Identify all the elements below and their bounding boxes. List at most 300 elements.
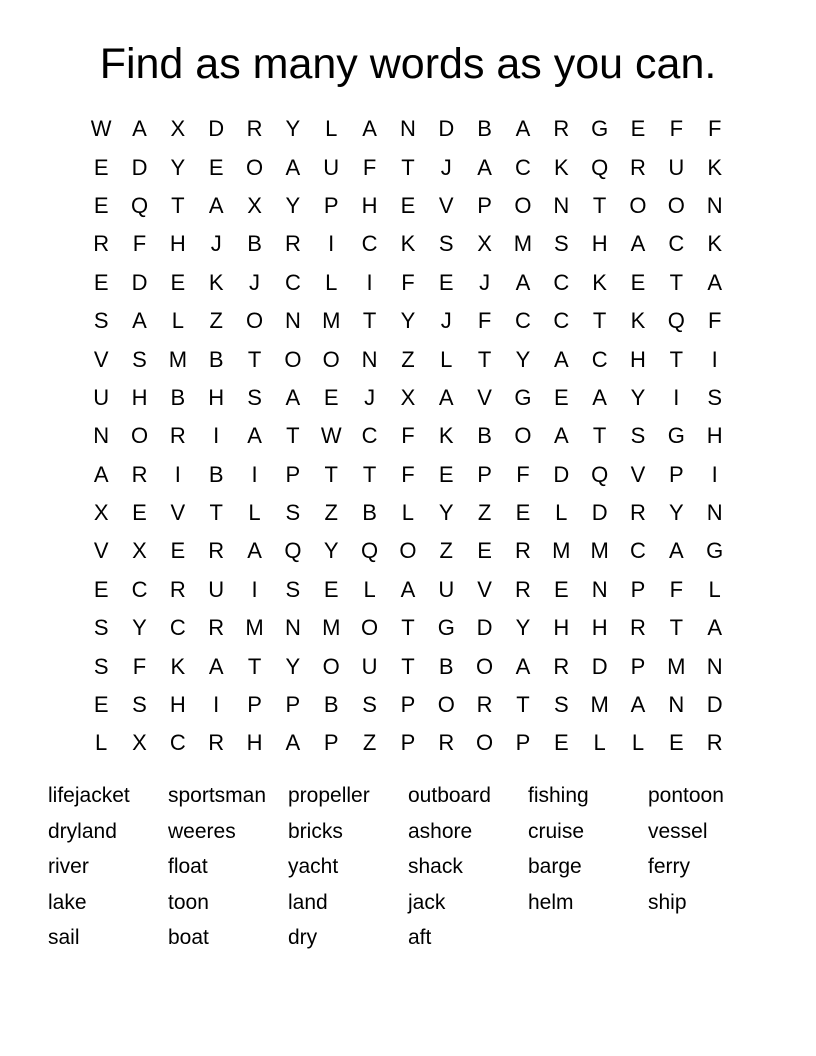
grid-letter[interactable]: D xyxy=(131,154,148,180)
grid-letter[interactable]: D xyxy=(591,500,608,526)
grid-letter[interactable]: Y xyxy=(630,384,646,410)
word-list-item: float xyxy=(168,855,208,879)
grid-letter[interactable]: E xyxy=(323,384,339,410)
grid-letter[interactable]: X xyxy=(247,192,262,218)
grid-letter[interactable]: A xyxy=(707,269,723,295)
grid-letter[interactable]: N xyxy=(668,692,685,718)
grid-letter[interactable]: O xyxy=(322,653,340,679)
grid-letter[interactable]: M xyxy=(513,231,533,257)
grid-letter[interactable]: M xyxy=(168,346,188,372)
grid-letter[interactable]: B xyxy=(477,423,492,449)
grid-letter[interactable]: O xyxy=(476,730,494,756)
grid-letter[interactable]: R xyxy=(630,615,646,641)
grid-letter[interactable]: A xyxy=(630,692,646,718)
grid-letter[interactable]: I xyxy=(251,576,258,602)
grid-letter[interactable]: H xyxy=(131,384,148,410)
grid-letter[interactable]: P xyxy=(323,192,339,218)
grid-letter[interactable]: F xyxy=(401,423,415,449)
grid-letter[interactable]: T xyxy=(362,308,377,334)
grid-letter[interactable]: U xyxy=(208,576,225,602)
grid-letter[interactable]: S xyxy=(93,653,109,679)
grid-letter[interactable]: K xyxy=(707,231,723,257)
grid-letter[interactable]: O xyxy=(514,423,532,449)
grid-letter[interactable]: R xyxy=(553,653,570,679)
grid-letter[interactable]: M xyxy=(322,308,341,334)
grid-letter[interactable]: A xyxy=(208,653,224,679)
grid-letter[interactable]: R xyxy=(208,615,225,641)
grid-letter[interactable]: O xyxy=(245,154,264,180)
grid-letter[interactable]: R xyxy=(93,231,110,257)
grid-letter[interactable]: P xyxy=(285,692,301,718)
grid-letter[interactable]: C xyxy=(361,231,378,257)
grid-letter[interactable]: C xyxy=(591,346,608,372)
grid-letter[interactable]: F xyxy=(401,461,415,487)
grid-letter[interactable]: P xyxy=(668,461,684,487)
grid-letter[interactable]: D xyxy=(591,653,608,679)
grid-letter[interactable]: Y xyxy=(515,615,531,641)
grid-letter[interactable]: Q xyxy=(284,538,302,564)
grid-letter[interactable]: P xyxy=(247,692,262,718)
grid-letter[interactable]: Y xyxy=(438,500,454,526)
grid-letter[interactable]: B xyxy=(362,500,377,526)
grid-letter[interactable]: A xyxy=(247,423,262,449)
grid-letter[interactable]: H xyxy=(169,692,186,718)
grid-letter[interactable]: A xyxy=(515,653,531,679)
grid-letter[interactable]: T xyxy=(247,346,262,372)
grid-letter[interactable]: L xyxy=(593,730,606,756)
grid-letter[interactable]: H xyxy=(591,231,608,257)
grid-letter[interactable]: O xyxy=(130,423,149,449)
grid-letter[interactable]: U xyxy=(323,154,340,180)
grid-letter[interactable]: S xyxy=(362,692,377,718)
grid-letter[interactable]: U xyxy=(93,384,110,410)
grid-letter[interactable]: K xyxy=(170,653,186,679)
grid-letter[interactable]: T xyxy=(401,154,415,180)
grid-letter[interactable]: V xyxy=(438,192,454,218)
grid-letter[interactable]: Q xyxy=(130,192,149,218)
grid-letter[interactable]: I xyxy=(251,461,258,487)
grid-letter[interactable]: C xyxy=(515,308,531,334)
grid-letter[interactable]: L xyxy=(95,730,108,756)
grid-letter[interactable]: E xyxy=(553,384,569,410)
grid-letter[interactable]: E xyxy=(630,269,646,295)
grid-letter[interactable]: L xyxy=(555,500,568,526)
grid-letter[interactable]: O xyxy=(667,192,685,218)
grid-letter[interactable]: W xyxy=(90,116,112,142)
grid-letter[interactable]: T xyxy=(592,192,607,218)
word-list-item: propeller xyxy=(288,784,370,807)
grid-letter[interactable]: B xyxy=(477,116,492,142)
grid-letter[interactable]: S xyxy=(707,384,723,410)
grid-letter[interactable]: A xyxy=(285,384,301,410)
grid-letter[interactable]: H xyxy=(208,384,225,410)
grid-letter[interactable]: Y xyxy=(515,346,531,372)
grid-letter[interactable]: D xyxy=(476,615,493,641)
grid-letter[interactable]: M xyxy=(590,692,609,718)
grid-letter[interactable]: E xyxy=(170,538,186,564)
grid-letter[interactable]: M xyxy=(245,615,264,641)
grid-letter[interactable]: G xyxy=(706,538,724,564)
grid-letter[interactable]: M xyxy=(667,653,686,679)
grid-letter[interactable]: E xyxy=(93,576,109,602)
grid-letter[interactable]: Z xyxy=(477,500,492,526)
grid-letter[interactable]: P xyxy=(630,576,646,602)
grid-letter[interactable]: N xyxy=(706,500,723,526)
grid-letter[interactable]: T xyxy=(516,692,530,718)
grid-letter[interactable]: A xyxy=(668,538,684,564)
grid-letter[interactable]: H xyxy=(706,423,723,449)
grid-letter[interactable]: E xyxy=(553,730,569,756)
grid-letter[interactable]: Y xyxy=(285,192,301,218)
grid-letter[interactable]: S xyxy=(93,308,109,334)
grid-letter[interactable]: E xyxy=(170,269,186,295)
grid-letter[interactable]: R xyxy=(630,500,646,526)
word-list-item: outboard xyxy=(408,784,491,807)
grid-letter[interactable]: C xyxy=(630,538,646,564)
grid-letter[interactable]: T xyxy=(669,615,684,641)
grid-letter[interactable]: E xyxy=(208,154,224,180)
grid-letter[interactable]: P xyxy=(400,730,416,756)
grid-letter[interactable]: O xyxy=(322,346,340,372)
grid-letter[interactable]: H xyxy=(591,615,608,641)
grid-letter[interactable]: Z xyxy=(439,538,453,564)
grid-letter[interactable]: R xyxy=(515,538,531,564)
grid-letter[interactable]: C xyxy=(668,231,685,257)
grid-letter[interactable]: V xyxy=(93,538,109,564)
grid-letter[interactable]: E xyxy=(132,500,147,526)
grid-letter[interactable]: T xyxy=(286,423,300,449)
grid-letter[interactable]: J xyxy=(210,231,222,257)
grid-letter[interactable]: I xyxy=(174,461,181,487)
grid-letter[interactable]: O xyxy=(284,346,302,372)
grid-letter[interactable]: K xyxy=(208,269,224,295)
grid-letter[interactable]: E xyxy=(93,692,109,718)
word-list-item: sail xyxy=(48,926,80,950)
grid-letter[interactable]: R xyxy=(208,538,225,564)
grid-letter[interactable]: L xyxy=(401,500,415,526)
grid-letter[interactable]: S xyxy=(285,500,301,526)
grid-letter[interactable]: T xyxy=(401,653,415,679)
grid-letter[interactable]: X xyxy=(132,730,147,756)
grid-letter[interactable]: A xyxy=(477,154,492,180)
grid-letter[interactable]: A xyxy=(438,384,454,410)
grid-letter[interactable]: E xyxy=(93,269,109,295)
grid-letter[interactable]: A xyxy=(285,154,301,180)
grid-letter[interactable]: X xyxy=(170,116,186,142)
grid-letter[interactable]: V xyxy=(477,576,492,602)
grid-letter[interactable]: R xyxy=(706,730,723,756)
grid-letter[interactable]: R xyxy=(246,116,263,142)
grid-letter[interactable]: N xyxy=(284,615,301,641)
grid-letter[interactable]: A xyxy=(515,116,531,142)
grid-letter[interactable]: X xyxy=(477,231,492,257)
grid-letter[interactable]: R xyxy=(438,730,455,756)
word-list-item: land xyxy=(288,890,328,914)
grid-letter[interactable]: H xyxy=(361,192,378,218)
grid-letter[interactable]: E xyxy=(400,192,416,218)
grid-letter[interactable]: N xyxy=(706,192,723,218)
grid-letter[interactable]: P xyxy=(477,461,492,487)
grid-letter[interactable]: U xyxy=(361,653,378,679)
word-list-item: lake xyxy=(48,890,87,914)
grid-letter[interactable]: J xyxy=(440,308,452,334)
grid-letter[interactable]: A xyxy=(132,308,147,334)
grid-letter[interactable]: O xyxy=(514,192,532,218)
grid-letter[interactable]: C xyxy=(361,423,378,449)
grid-letter[interactable]: C xyxy=(131,576,148,602)
grid-letter[interactable]: D xyxy=(208,116,225,142)
grid-letter[interactable]: A xyxy=(553,346,569,372)
grid-letter[interactable]: J xyxy=(440,154,452,180)
grid-letter[interactable]: E xyxy=(630,116,646,142)
grid-letter[interactable]: B xyxy=(208,346,224,372)
grid-letter[interactable]: H xyxy=(553,615,570,641)
grid-letter[interactable]: S xyxy=(438,231,454,257)
grid-letter[interactable]: W xyxy=(320,423,342,449)
grid-letter[interactable]: R xyxy=(169,423,186,449)
grid-letter[interactable]: Z xyxy=(362,730,377,756)
grid-letter[interactable]: Y xyxy=(132,615,147,641)
grid-letter[interactable]: C xyxy=(169,615,186,641)
grid-letter[interactable]: V xyxy=(93,346,109,372)
grid-letter[interactable]: I xyxy=(673,384,680,410)
grid-letter[interactable]: C xyxy=(169,730,186,756)
grid-letter[interactable]: B xyxy=(438,653,454,679)
grid-letter[interactable]: O xyxy=(629,192,647,218)
grid-letter[interactable]: X xyxy=(400,384,416,410)
grid-letter[interactable]: C xyxy=(553,269,570,295)
grid-letter[interactable]: A xyxy=(400,576,416,602)
grid-letter[interactable]: J xyxy=(479,269,491,295)
grid-letter[interactable]: E xyxy=(438,269,454,295)
grid-letter[interactable]: E xyxy=(553,576,569,602)
grid-letter[interactable]: N xyxy=(361,346,378,372)
grid-letter[interactable]: A xyxy=(592,384,607,410)
grid-letter[interactable]: V xyxy=(477,384,492,410)
grid-letter[interactable]: N xyxy=(93,423,110,449)
grid-letter[interactable]: X xyxy=(132,538,147,564)
grid-letter[interactable]: I xyxy=(213,423,220,449)
grid-letter[interactable]: A xyxy=(707,615,723,641)
grid-letter[interactable]: O xyxy=(245,308,264,334)
grid-letter[interactable]: B xyxy=(208,461,224,487)
grid-letter[interactable]: Q xyxy=(361,538,379,564)
grid-letter[interactable]: L xyxy=(171,308,184,334)
grid-letter[interactable]: T xyxy=(669,269,684,295)
grid-letter[interactable]: L xyxy=(363,576,376,602)
grid-letter[interactable]: E xyxy=(477,538,492,564)
grid-letter[interactable]: R xyxy=(476,692,493,718)
grid-letter[interactable]: S xyxy=(93,615,109,641)
grid-letter[interactable]: I xyxy=(711,461,718,487)
grid-letter[interactable]: S xyxy=(553,692,569,718)
grid-letter[interactable]: F xyxy=(401,269,415,295)
grid-letter[interactable]: S xyxy=(247,384,262,410)
grid-letter[interactable]: T xyxy=(209,500,223,526)
grid-letter[interactable]: X xyxy=(93,500,109,526)
grid-letter[interactable]: F xyxy=(669,116,684,142)
grid-letter[interactable]: S xyxy=(132,346,147,372)
grid-letter[interactable]: M xyxy=(552,538,571,564)
grid-letter[interactable]: K xyxy=(438,423,454,449)
grid-letter[interactable]: D xyxy=(706,692,723,718)
grid-letter[interactable]: F xyxy=(516,461,530,487)
grid-letter[interactable]: J xyxy=(249,269,261,295)
grid-letter[interactable]: A xyxy=(132,116,147,142)
grid-letter[interactable]: Q xyxy=(667,308,685,334)
grid-letter[interactable]: Y xyxy=(323,538,339,564)
grid-letter[interactable]: O xyxy=(399,538,417,564)
grid-letter[interactable]: F xyxy=(132,653,147,679)
grid-letter[interactable]: F xyxy=(707,308,722,334)
grid-letter[interactable]: B xyxy=(247,231,262,257)
grid-letter[interactable]: T xyxy=(592,423,607,449)
grid-letter[interactable]: O xyxy=(361,615,379,641)
grid-letter[interactable]: M xyxy=(590,538,609,564)
word-list xyxy=(48,778,768,956)
grid-letter[interactable]: A xyxy=(93,461,109,487)
grid-letter[interactable]: E xyxy=(323,576,339,602)
grid-letter[interactable]: F xyxy=(707,116,722,142)
grid-letter[interactable]: Y xyxy=(170,154,186,180)
grid-letter[interactable]: S xyxy=(630,423,646,449)
grid-letter[interactable]: T xyxy=(362,461,377,487)
grid-letter[interactable]: M xyxy=(322,615,341,641)
word-list-item: vessel xyxy=(648,819,708,843)
grid-letter[interactable]: A xyxy=(630,231,646,257)
grid-letter[interactable]: P xyxy=(285,461,301,487)
grid-letter[interactable]: R xyxy=(208,730,225,756)
grid-letter[interactable]: F xyxy=(362,154,377,180)
grid-letter[interactable]: Y xyxy=(400,308,416,334)
grid-letter[interactable]: E xyxy=(438,461,454,487)
grid-letter[interactable]: C xyxy=(553,308,570,334)
grid-letter[interactable]: E xyxy=(668,730,684,756)
grid-letter[interactable]: V xyxy=(170,500,186,526)
grid-letter[interactable]: Y xyxy=(285,653,301,679)
grid-letter[interactable]: L xyxy=(325,116,338,142)
grid-letter[interactable]: Z xyxy=(209,308,223,334)
grid-letter[interactable]: R xyxy=(553,116,570,142)
grid-letter[interactable]: L xyxy=(440,346,453,372)
grid-letter[interactable]: P xyxy=(515,730,531,756)
grid-letter[interactable]: D xyxy=(131,269,148,295)
grid-letter[interactable]: K xyxy=(707,154,723,180)
grid-letter[interactable]: Z xyxy=(401,346,415,372)
grid-letter[interactable]: N xyxy=(399,116,416,142)
grid-letter[interactable]: Z xyxy=(324,500,338,526)
grid-letter[interactable]: R xyxy=(284,231,301,257)
grid-letter[interactable]: T xyxy=(477,346,492,372)
grid-letter[interactable]: S xyxy=(132,692,147,718)
grid-letter[interactable]: O xyxy=(476,653,494,679)
grid-letter[interactable]: L xyxy=(631,730,645,756)
grid-letter[interactable]: Y xyxy=(285,116,301,142)
grid-letter[interactable]: E xyxy=(515,500,531,526)
grid-letter[interactable]: P xyxy=(630,653,646,679)
grid-letter[interactable]: U xyxy=(438,576,455,602)
grid-letter[interactable]: A xyxy=(285,730,301,756)
grid-letter[interactable]: L xyxy=(708,576,721,602)
grid-letter[interactable]: T xyxy=(324,461,338,487)
grid-letter[interactable]: C xyxy=(515,154,531,180)
grid-letter[interactable]: I xyxy=(366,269,373,295)
grid-letter[interactable]: G xyxy=(591,116,609,142)
grid-letter[interactable]: R xyxy=(169,576,186,602)
grid-letter[interactable]: J xyxy=(364,384,376,410)
grid-letter[interactable]: N xyxy=(284,308,301,334)
grid-letter[interactable]: D xyxy=(438,116,455,142)
grid-letter[interactable]: N xyxy=(591,576,608,602)
grid-letter[interactable]: B xyxy=(170,384,186,410)
grid-letter[interactable]: A xyxy=(553,423,569,449)
grid-letter[interactable]: O xyxy=(437,692,455,718)
grid-letter[interactable]: Q xyxy=(591,154,609,180)
grid-letter[interactable]: A xyxy=(515,269,531,295)
grid-letter[interactable]: N xyxy=(706,653,723,679)
grid-letter[interactable]: G xyxy=(437,615,455,641)
word-list-item: boat xyxy=(168,926,209,950)
grid-letter[interactable]: S xyxy=(285,576,301,602)
grid-letter[interactable]: R xyxy=(630,154,646,180)
grid-letter[interactable]: C xyxy=(284,269,301,295)
grid-letter[interactable]: F xyxy=(669,576,684,602)
grid-letter[interactable]: Y xyxy=(668,500,684,526)
grid-letter[interactable]: F xyxy=(132,231,147,257)
grid-letter[interactable]: K xyxy=(630,308,646,334)
grid-letter[interactable]: K xyxy=(400,231,416,257)
grid-letter[interactable]: L xyxy=(248,500,261,526)
grid-letter[interactable]: B xyxy=(323,692,339,718)
grid-letter[interactable]: P xyxy=(323,730,339,756)
grid-letter[interactable]: T xyxy=(401,615,415,641)
grid-letter[interactable]: U xyxy=(668,154,685,180)
grid-letter[interactable]: V xyxy=(630,461,646,487)
grid-letter[interactable]: R xyxy=(515,576,531,602)
grid-letter[interactable]: N xyxy=(553,192,570,218)
grid-letter[interactable]: H xyxy=(169,231,186,257)
grid-letter[interactable]: K xyxy=(553,154,569,180)
grid-letter[interactable]: T xyxy=(592,308,607,334)
grid-letter[interactable]: A xyxy=(247,538,262,564)
grid-row xyxy=(82,302,734,340)
grid-letter[interactable]: S xyxy=(553,231,569,257)
grid-letter[interactable]: A xyxy=(362,116,377,142)
grid-letter[interactable]: P xyxy=(400,692,416,718)
grid-letter[interactable]: T xyxy=(669,346,684,372)
grid-letter[interactable]: Q xyxy=(591,461,609,487)
grid-letter[interactable]: G xyxy=(514,384,532,410)
grid-letter[interactable]: I xyxy=(328,231,335,257)
grid-letter[interactable]: I xyxy=(213,692,220,718)
grid-letter[interactable]: E xyxy=(93,154,109,180)
grid-letter[interactable]: H xyxy=(630,346,646,372)
grid-row xyxy=(82,148,734,186)
grid-letter[interactable]: A xyxy=(208,192,224,218)
grid-letter[interactable]: T xyxy=(247,653,262,679)
grid-letter[interactable]: G xyxy=(667,423,685,449)
grid-letter[interactable]: E xyxy=(93,192,109,218)
grid-letter[interactable]: T xyxy=(171,192,185,218)
grid-letter[interactable]: K xyxy=(592,269,607,295)
grid-letter[interactable]: L xyxy=(325,269,338,295)
grid-letter[interactable]: D xyxy=(553,461,570,487)
grid-letter[interactable]: F xyxy=(477,308,492,334)
grid-letter[interactable]: H xyxy=(246,730,263,756)
grid-letter[interactable]: I xyxy=(711,346,718,372)
grid-letter[interactable]: R xyxy=(131,461,148,487)
grid-letter[interactable]: P xyxy=(477,192,492,218)
